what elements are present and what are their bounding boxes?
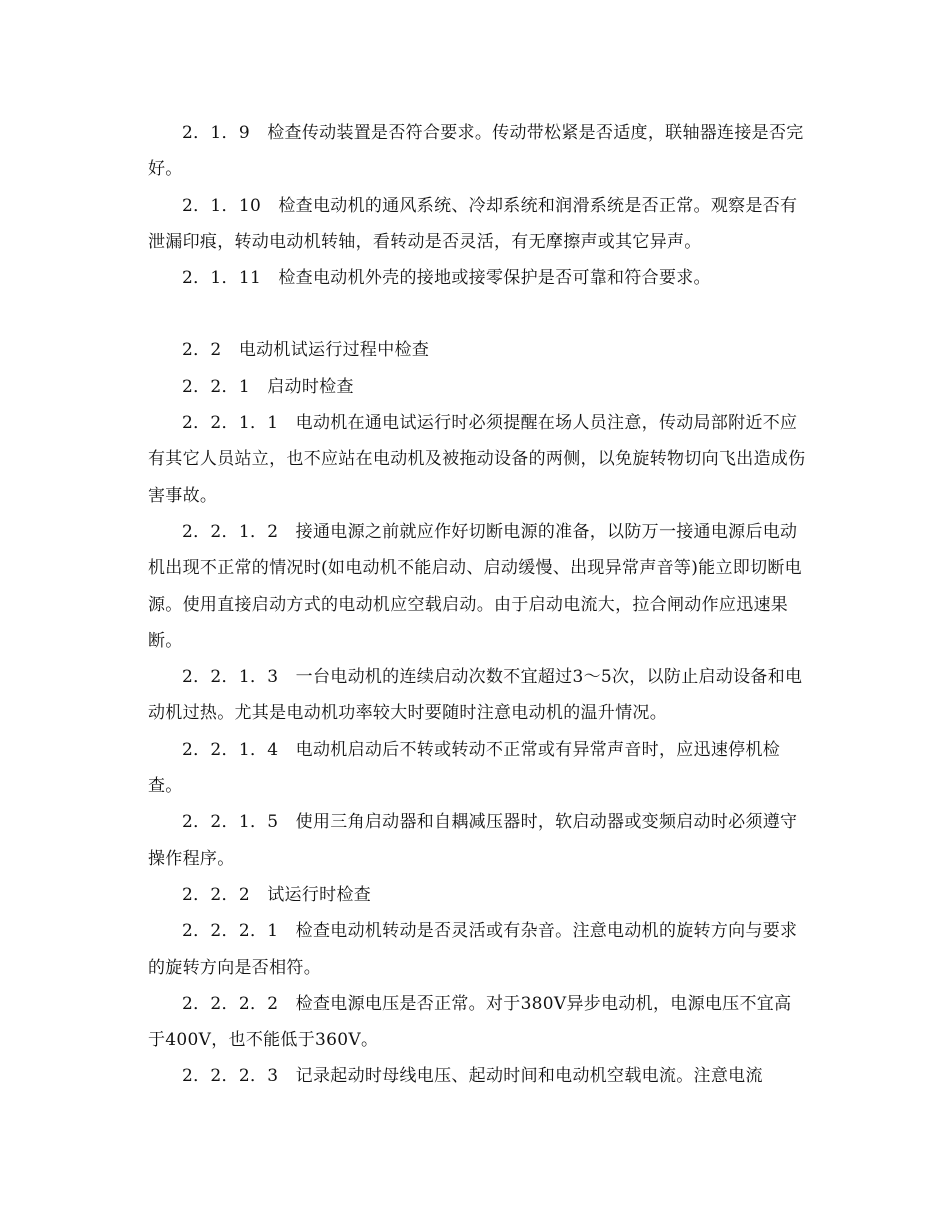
paragraph-2-2-1-5: 2．2．1．5 使用三角启动器和自耦减压器时，软启动器或变频启动时必须遵守操作程序。 xyxy=(148,812,798,869)
section-gap xyxy=(148,296,808,332)
paragraph-2-1-10: 2．1．10 检查电动机的通风系统、冷却系统和润滑系统是否正常。观察是否有泄漏印痕，转动电动机转轴，看转动是否灵活，有无摩擦声或其它异声。 xyxy=(148,195,798,252)
paragraph-2-2-1-3: 2．2．1．3 一台电动机的连续启动次数不宜超过3～5次，以防止启动设备和电动机过热。尤其是电动机功率较大时要随时注意电动机的温升情况。 xyxy=(148,667,803,724)
paragraph-2-1-9: 2．1．9 检查传动装置是否符合要求。传动带松紧是否适度，联轴器连接是否完好。 xyxy=(148,123,804,180)
paragraph-2-2-2-1: 2．2．2．1 检查电动机转动是否灵活或有杂音。注意电动机的旋转方向与要求的旋转方向是否相符。 xyxy=(148,921,798,978)
paragraph-2-1-11: 2．1．11 检查电动机外壳的接地或接零保护是否可靠和符合要求。 xyxy=(182,268,711,289)
paragraph-2-2-1-4: 2．2．1．4 电动机启动后不转或转动不正常或有异常声音时，应迅速停机检查。 xyxy=(148,739,781,797)
paragraph-2-2-2-3: 2．2．2．3 记录起动时母线电压、起动时间和电动机空载电流。注意电流 xyxy=(182,1066,763,1087)
paragraph-2-2-2-2: 2．2．2．2 检查电源电压是否正常。对于380V异步电动机，电源电压不宜高于400V，也不能低于360V。 xyxy=(148,993,792,1051)
paragraph-2-2-1-1: 2．2．1．1 电动机在通电试运行时必须提醒在场人员注意，传动局部附近不应有其它人员站立，也不应站在电动机及被拖动设备的两侧，以免旋转物切向飞出造成伤害事故。 xyxy=(148,413,806,506)
section-heading-2-2: 2．2 电动机试运行过程中检查 xyxy=(182,340,430,361)
paragraph-2-2-1-2: 2．2．1．2 接通电源之前就应作好切断电源的准备，以防万一接通电源后电动机出现不正常的情况时(如电动机不能启动、启动缓慢、出现异常声音等)能立即切断电源。使用直接启动方式的电动机应空载启动。由于启动电流大，拉合闸动作应迅速果断。 xyxy=(148,521,802,651)
subsection-heading-2-2-2: 2．2．2 试运行时检查 xyxy=(182,884,372,905)
document-body xyxy=(148,115,808,1095)
subsection-heading-2-2-1: 2．2．1 启动时检查 xyxy=(182,376,354,397)
